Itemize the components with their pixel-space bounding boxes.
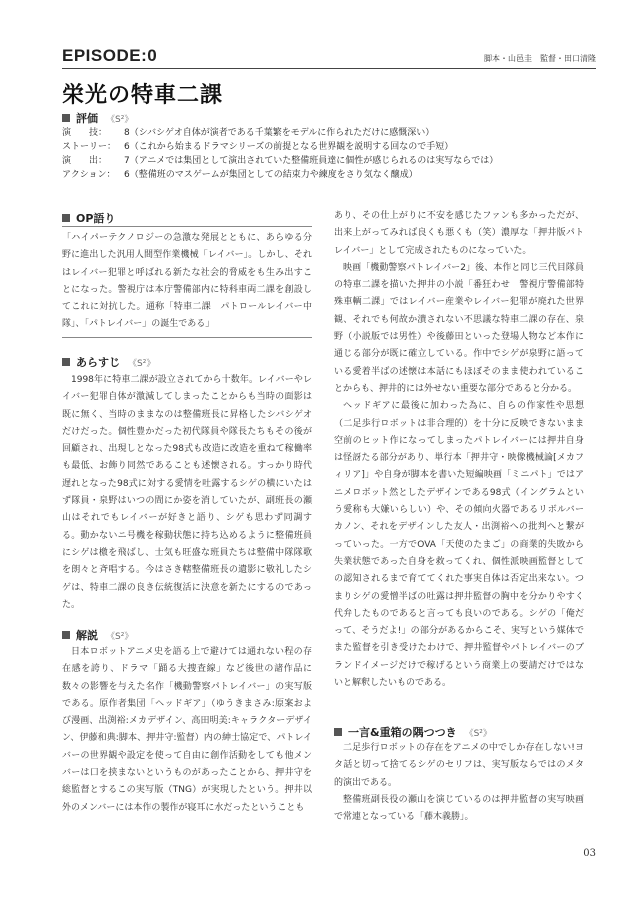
quote-block	[334, 740, 584, 826]
evaluation-heading-text: 評価	[76, 112, 98, 125]
commentary-heading	[62, 627, 133, 643]
commentary-block	[62, 644, 312, 817]
quote-heading-text: 一言&重箱の隅つつき	[348, 726, 457, 739]
commentary-paragraph: ヘッドギアに最後に加わった為に、自らの作家性や思想（二足歩行ロボットは非合理的）を十分に反映できないまま空前のヒット作になってしまったパトレイバーには押井自身は怪訝たる部分があり、単行本「押井守・映像機械論[メカフィリア]」や自身が脚本を書いた短編映画「ミニパト」ではアニメロボット然としたデザインである98式（イングラムという愛称も大嫌いらしい）や、その傾向火器であるリボルバーカノン、それをデザインした友人・出渕裕への批判へと繋がっていった。一方でOVA「天使のたまご」の商業的失敗から失業状態であった自身を救ってくれ、個性派映画監督としての認知されるまで育ててくれた事実自体は否定出来ない。つまりシゲの愛憎半ばの吐露は押井監督の胸中を分かりやすく代弁したものであると言っても良いのである。シゲの「俺だって、そうだよ!」の部分があるからこそ、実写という媒体でまた監督を引き受けたわけで、押井監督やパトレイバーのブランドイメージだけで稼げるという商業上の要請だけではないと解釈したいものである。	[334, 401, 584, 689]
synopsis-heading	[62, 354, 155, 370]
section-square-icon	[62, 358, 70, 366]
right-column	[334, 208, 584, 692]
evaluation-heading	[62, 110, 133, 126]
op-block	[62, 226, 312, 338]
section-square-icon	[62, 114, 70, 122]
evaluation-text: 6（整備班のマスゲームが集団としての結束力や練度をさり気なく醸成）	[124, 170, 418, 180]
evaluation-row	[62, 168, 582, 182]
commentary-paragraph: 映画「機動警察パトレイバー2」後、本作と同じ三代目隊員の特車二課を描いた押井の小説「番狂わせ 警視庁警備部特殊車輌二課」ではレイバー産業やレイバー犯罪が廃れた世界観、それでも何故か潰されない不思議な特車二課の存在、泉野（小説版では男性）や後藤田といった登場人物など本作に通じる部分が既に確立している。作中でシゲが泉野に語っている愛着半ばの述懐は本話にもほぼそのまま使われていることからも、押井的には外せない重要な部分であると分かる。	[334, 262, 584, 394]
quote-paragraph: 整備班副長役の瀬山を演じているのは押井監督の実写映画で常連となっている「藤木義勝」。	[334, 794, 584, 823]
header-rule	[62, 68, 596, 69]
evaluation-row	[62, 140, 582, 154]
evaluation-label: 演 技：	[62, 128, 108, 138]
episode-label: EPISODE:0	[62, 46, 158, 65]
section-square-icon	[62, 631, 70, 639]
synopsis-sub: 《S²》	[128, 358, 156, 369]
commentary-continued-text: あり、その仕上がりに不安を感じたファンも多かっただが、出来上がってみれば良くも悪くも（笑）濃厚な「押井版パトレイバー」として完成されたものになっていた。	[334, 211, 584, 256]
quote-sub: 《S²》	[464, 728, 492, 739]
commentary-text: 日本ロボットアニメ史を語る上で避けては通れない程の存在感を誇り、ドラマ「踊る大捜査線」など後世の諸作品に数々の影響を与えた名作「機動警察パトレイバー」の実写版である。原作者集団「ヘッドギア」（ゆうきまさみ:原案および漫画、出渕裕:メカデザイン、高田明美:キャラクターデザイン、伊藤和典:脚本、押井守:監督）内の紳士協定で、パトレイバーの世界観や設定を使って自由に創作活動をしても他メンバーは口を挟まないというものがあったことから、押井守を総監督とするこの実写版（TNG）が実現したという。押井以外のメンバーには本作の製作が寝耳に水だったということも	[62, 647, 312, 813]
commentary-sub: 《S²》	[106, 631, 134, 642]
evaluation-text: 6（これから始まるドラマシリーズの前提となる世界観を説明する回なので手短）	[124, 142, 454, 152]
commentary-heading-text: 解説	[76, 629, 98, 642]
quote-heading	[334, 724, 492, 740]
evaluation-row	[62, 126, 582, 140]
section-square-icon	[334, 728, 342, 736]
evaluation-label: アクション：	[62, 170, 116, 180]
op-quote-text: 「ハイパーテクノロジーの急激な発展とともに、あらゆる分野に進出した汎用人間型作業機械「レイバー」。しかし、それはレイバー犯罪と呼ばれる新たな社会的脅威をも生み出すことになった。警視庁は本庁警備部内に特科車両二課を創設してこれに対抗した。通称「特車二課 パトロールレイバー中隊」、「パトレイバー」の誕生である」	[62, 226, 312, 338]
evaluation-label: ストーリー：	[62, 142, 117, 152]
evaluation-label: 演 出：	[62, 156, 108, 166]
evaluation-text: 7（アニメでは集団として演出されていた整備班員達に個性が感じられるのは実写ならでは）	[124, 156, 499, 166]
synopsis-block	[62, 372, 312, 614]
page-number: 03	[583, 848, 596, 859]
staff-credits: 脚本・山邑圭 監督・田口清隆	[484, 54, 596, 63]
evaluation-list	[62, 126, 582, 182]
episode-title: 栄光の特車二課	[62, 82, 224, 108]
op-heading-text: OP語り	[76, 212, 116, 225]
op-heading	[62, 210, 115, 226]
synopsis-heading-text: あらすじ	[76, 356, 120, 369]
evaluation-sub: 《S²》	[106, 114, 134, 125]
synopsis-text: 1998年に特車二課が設立されてから十数年。レイバーやレイバー犯罪自体が激減してしまったことからも当時の面影は既に無く、当時のままなのは整備班長に昇格したシバシゲオだけだった。個性豊かだった初代隊員や隊長たちもその後が回顧され、出現しとなった98式も改造に改造を重ねて稼働率も最低、お飾り同然であることも述懐される。すっかり時代遅れとなった98式に対する愛情を吐露するシゲの横にいたはず隊員・泉野はいつの間にか姿を消していたが、副班長の瀬山はそれでもレイバーが好きと語り、シゲも思わず同調する。動かないニ号機を稼動状態に持ち込めるように整備班員にシゲは檄を飛ばし、士気も旺盛な班員たちは整備中隊隊歌を朗々と斉唱する。今はさき轄整備班長の遺影に敬礼したシゲは、特車二課の良き伝統復活に決意を新たにするのであった。	[62, 375, 312, 610]
evaluation-row	[62, 154, 582, 168]
quote-paragraph: 二足歩行ロボットの存在をアニメの中でしか存在しない!ヨタ話と切って捨てるシゲのセリフは、実写版ならではのメタ的演出である。	[334, 743, 584, 788]
evaluation-text: 8（シバシゲオ自体が演者である千葉繁をモデルに作られただけに感慨深い）	[124, 128, 435, 138]
section-square-icon	[62, 214, 70, 222]
